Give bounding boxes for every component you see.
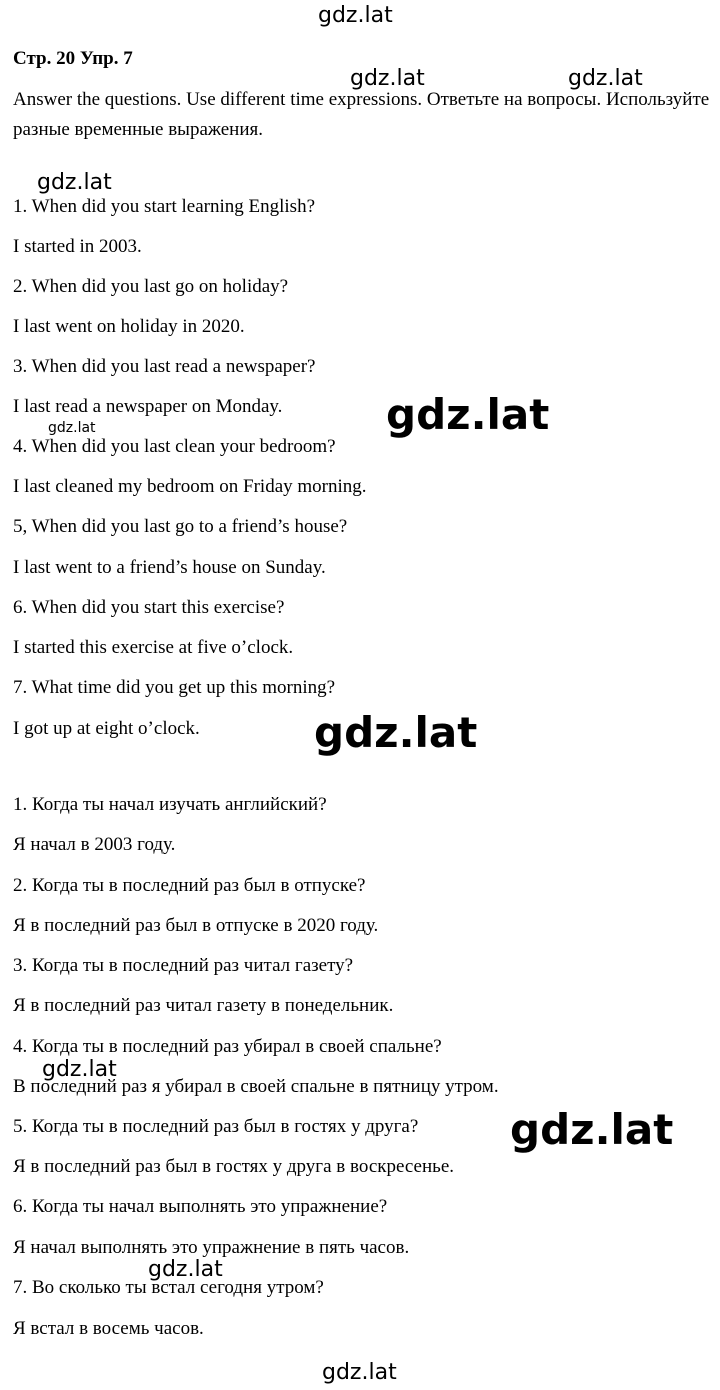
watermark-text: gdz.lat [37, 170, 112, 195]
instruction-text: Answer the questions. Use different time expressions. Ответьте на вопросы. Используйте разные временные выражения. [13, 89, 710, 140]
russian-line: Я начал в 2003 году. [13, 834, 176, 855]
russian-line: Я в последний раз был в гостях у друга в воскресенье. [13, 1156, 455, 1177]
russian-line: 7. Во сколько ты встал сегодня утром? [13, 1277, 324, 1298]
english-line: 1. When did you start learning English? [13, 196, 316, 217]
english-line: 7. What time did you get up this morning? [13, 677, 336, 698]
english-line: I last went on holiday in 2020. [13, 316, 245, 337]
russian-line: Я встал в восемь часов. [13, 1318, 204, 1339]
russian-line: 2. Когда ты в последний раз был в отпуске? [13, 875, 366, 896]
watermark-text: gdz.lat [318, 3, 393, 28]
watermark-text: gdz.lat [568, 66, 643, 91]
watermark-text: gdz.lat [42, 1057, 117, 1082]
russian-line: Я начал выполнять это упражнение в пять часов. [13, 1237, 410, 1258]
page-heading: Стр. 20 Упр. 7 [13, 48, 133, 69]
english-line: I last went to a friend’s house on Sunday. [13, 557, 326, 578]
watermark-text: gdz.lat [322, 1360, 397, 1385]
english-line: I started in 2003. [13, 236, 142, 257]
english-line: I last read a newspaper on Monday. [13, 396, 283, 417]
english-line: 4. When did you last clean your bedroom? [13, 436, 336, 457]
russian-line: 1. Когда ты начал изучать английский? [13, 794, 327, 815]
watermark-text: gdz.lat [148, 1257, 223, 1282]
english-line: 5, When did you last go to a friend’s house? [13, 516, 348, 537]
english-line: 6. When did you start this exercise? [13, 597, 285, 618]
russian-line: 3. Когда ты в последний раз читал газету? [13, 955, 354, 976]
watermark-text: gdz.lat [386, 390, 550, 439]
english-line: 2. When did you last go on holiday? [13, 276, 289, 297]
english-line: 3. When did you last read a newspaper? [13, 356, 316, 377]
russian-line: Я в последний раз читал газету в понедельник. [13, 995, 394, 1016]
russian-line: В последний раз я убирал в своей спальне в пятницу утром. [13, 1076, 499, 1097]
russian-line: 4. Когда ты в последний раз убирал в своей спальне? [13, 1036, 442, 1057]
english-line: I last cleaned my bedroom on Friday morning. [13, 476, 367, 497]
russian-line: 6. Когда ты начал выполнять это упражнение? [13, 1196, 388, 1217]
watermark-text: gdz.lat [48, 420, 96, 436]
watermark-text: gdz.lat [350, 66, 425, 91]
russian-line: Я в последний раз был в отпуске в 2020 году. [13, 915, 379, 936]
watermark-text: gdz.lat [314, 708, 478, 757]
watermark-text: gdz.lat [510, 1105, 674, 1154]
russian-line: 5. Когда ты в последний раз был в гостях у друга? [13, 1116, 419, 1137]
english-line: I got up at eight o’clock. [13, 718, 200, 739]
english-line: I started this exercise at five o’clock. [13, 637, 294, 658]
